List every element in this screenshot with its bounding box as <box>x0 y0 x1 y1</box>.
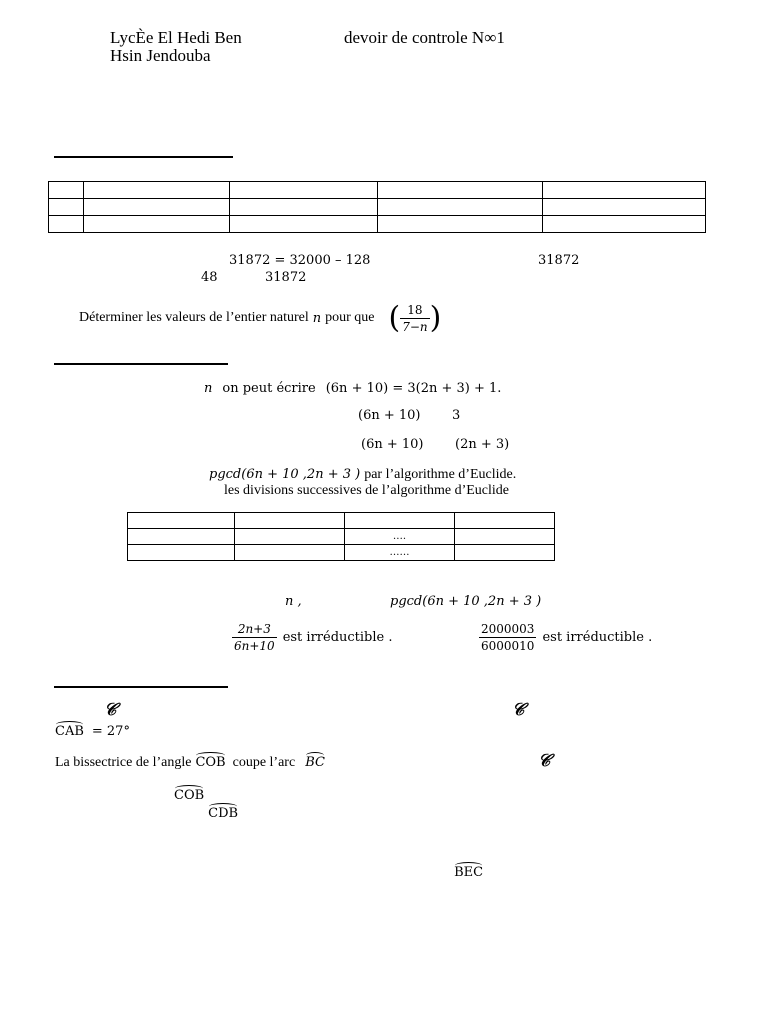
number-right: 31872 <box>538 253 580 268</box>
bisector-text: La bissectrice de l’angle <box>55 755 192 770</box>
bisector-mid: coupe l’arc <box>232 755 296 770</box>
table-cell <box>84 182 230 199</box>
table-cell <box>84 216 230 233</box>
fraction1-numerator: 2n+3 <box>232 622 277 638</box>
table-cell <box>128 529 235 545</box>
line3-expression-b: (2n + 3) <box>455 437 510 452</box>
list-angle-cob: COB <box>174 788 205 803</box>
table-cell-dots: …… <box>345 545 455 561</box>
exercise1-table <box>48 181 706 233</box>
euclid-table <box>127 512 555 561</box>
table-cell <box>235 513 345 529</box>
exercise3-heading-rule <box>54 686 228 688</box>
question-variable: n <box>312 310 322 326</box>
table-cell <box>455 513 555 529</box>
table-cell <box>49 216 84 233</box>
table-cell <box>230 199 378 216</box>
table-cell <box>543 199 706 216</box>
angle-bec: BEC <box>454 865 484 880</box>
fraction2-denominator: 6000010 <box>481 639 535 653</box>
bisector-statement <box>55 753 325 771</box>
table-cell-dots: …. <box>345 529 455 545</box>
fraction2 <box>479 622 536 653</box>
circle-symbol-1: 𝒞 <box>104 700 117 720</box>
right-paren: ) <box>429 300 442 335</box>
exercise2-line1 <box>204 379 501 397</box>
fraction1-denominator: 6n+10 <box>234 639 275 653</box>
table-row <box>128 529 555 545</box>
line3-expression-a: (6n + 10) <box>361 437 424 452</box>
number-48: 48 <box>201 270 218 285</box>
table-cell <box>543 216 706 233</box>
exercise2-line4 <box>209 465 516 483</box>
circle-symbol-3: 𝒞 <box>538 751 551 771</box>
table-cell <box>378 182 543 199</box>
exam-title: devoir de controle N∞1 <box>344 28 505 47</box>
table-cell <box>235 529 345 545</box>
table-cell <box>49 182 84 199</box>
question-text: Déterminer les valeurs de l’entier naturel <box>79 310 309 325</box>
line6-pgcd: pgcd(6n + 10 ,2n + 3 ) <box>390 594 542 609</box>
school-name-line2: Hsin Jendouba <box>110 46 211 65</box>
angle-cab-value: = 27° <box>91 724 130 739</box>
number-31872: 31872 <box>265 270 307 285</box>
exercise1-question <box>79 298 441 338</box>
table-cell <box>455 545 555 561</box>
line5-text: les divisions successives de l’algorithme d’Euclide <box>224 483 509 498</box>
table-row <box>49 182 706 199</box>
fraction-denominator: 7−n <box>402 319 428 334</box>
angle-cab-statement <box>55 722 130 740</box>
table-cell <box>230 216 378 233</box>
decomposition-equation: 31872 = 32000 – 128 <box>229 253 371 268</box>
table-cell <box>345 513 455 529</box>
fraction-numerator: 18 <box>400 303 429 319</box>
list-angle-cdb: CDB <box>208 806 239 821</box>
table-cell <box>455 529 555 545</box>
line1-text: on peut écrire <box>222 381 316 396</box>
circle-symbol-2: 𝒞 <box>512 700 525 720</box>
line2-expression: (6n + 10) <box>358 408 421 423</box>
question-fraction <box>400 303 429 334</box>
exercise1-heading-rule <box>54 156 233 158</box>
table-row <box>128 513 555 529</box>
line1-identity: (6n + 10) = 3(2n + 3) + 1. <box>325 381 502 396</box>
fraction2-text: est irréductible . <box>542 630 653 645</box>
line2-value: 3 <box>452 408 461 423</box>
table-cell <box>128 545 235 561</box>
table-row <box>49 199 706 216</box>
exercise2-heading-rule <box>54 363 228 365</box>
table-cell <box>378 199 543 216</box>
school-name-line1: LycÈe El Hedi Ben <box>110 28 242 47</box>
table-cell <box>84 199 230 216</box>
table-row <box>49 216 706 233</box>
angle-cab: CAB <box>55 724 84 739</box>
pgcd-expression: pgcd(6n + 10 ,2n + 3 ) <box>209 467 361 482</box>
line6-variable: n , <box>285 594 302 609</box>
question-expression <box>388 300 442 335</box>
table-cell <box>543 182 706 199</box>
variable-n: n <box>204 381 213 396</box>
table-cell <box>49 199 84 216</box>
angle-cob: COB <box>195 755 226 770</box>
table-cell <box>378 216 543 233</box>
question-tail: pour que <box>325 310 375 325</box>
table-cell <box>235 545 345 561</box>
fraction2-numerator: 2000003 <box>481 622 535 636</box>
table-cell <box>230 182 378 199</box>
fraction1 <box>232 622 277 653</box>
line4-text: par l’algorithme d’Euclide. <box>364 467 517 482</box>
table-row <box>128 545 555 561</box>
arc-bc: BC <box>305 755 325 770</box>
fraction2-statement <box>479 622 652 653</box>
fraction1-statement <box>232 622 392 653</box>
fraction1-text: est irréductible . <box>282 630 393 645</box>
table-cell <box>128 513 235 529</box>
left-paren: ( <box>388 300 401 335</box>
